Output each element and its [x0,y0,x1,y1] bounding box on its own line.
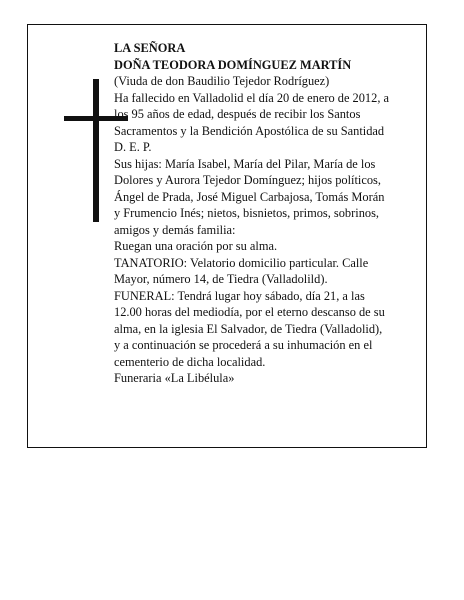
family-line-4: y Frumencio Inés; nietos, bisnietos, primos, sobrinos, [114,206,380,220]
deceased-name: DOÑA TEODORA DOMÍNGUEZ MARTÍN [114,57,352,72]
death-line-4: D. E. P. [114,140,152,154]
death-line-1: Ha fallecido en Valladolid el día 20 de enero de 2012, a [114,90,390,105]
death-line-3: Sacramentos y la Bendición Apostólica de su Santidad [114,123,385,138]
tanatorio-line-2: Mayor, número 14, de Tiedra (Valladolild). [114,272,328,286]
funeral-line-3: alma, en la iglesia El Salvador, de Tiedra (Valladolid), [114,321,383,336]
widow-of-line: (Viuda de don Baudilio Tejedor Rodríguez) [114,74,330,88]
family-line-2: Dolores y Aurora Tejedor Domínguez; hijos políticos, [114,173,381,187]
family-line-5: amigos y demás familia: [114,222,236,237]
funeral-line-5: cementerio de dicha localidad. [114,354,266,369]
death-line-2: los 95 años de edad, después de recibir los Santos [114,107,361,121]
funeral-home: Funeraria «La Libélula» [114,371,235,385]
tanatorio-line-1: TANATORIO: Velatorio domicilio particular. Calle [114,255,369,270]
funeral-line-2: 12.00 horas del mediodía, por el eterno descanso de su [114,305,385,319]
funeral-line-4: y a continuación se procederá a su inhumación en el [114,338,373,352]
notice-text [114,40,420,387]
cross-vertical-bar [93,79,99,222]
prayer-request: Ruegan una oración por su alma. [114,239,278,253]
notice-heading-line-1: LA SEÑORA [114,41,186,55]
family-line-3: Ángel de Prada, José Miguel Carbajosa, Tomás Morán [114,189,385,204]
family-line-1: Sus hijas: María Isabel, María del Pilar, María de los [114,156,376,171]
funeral-line-1: FUNERAL: Tendrá lugar hoy sábado, día 21, a las [114,288,365,303]
